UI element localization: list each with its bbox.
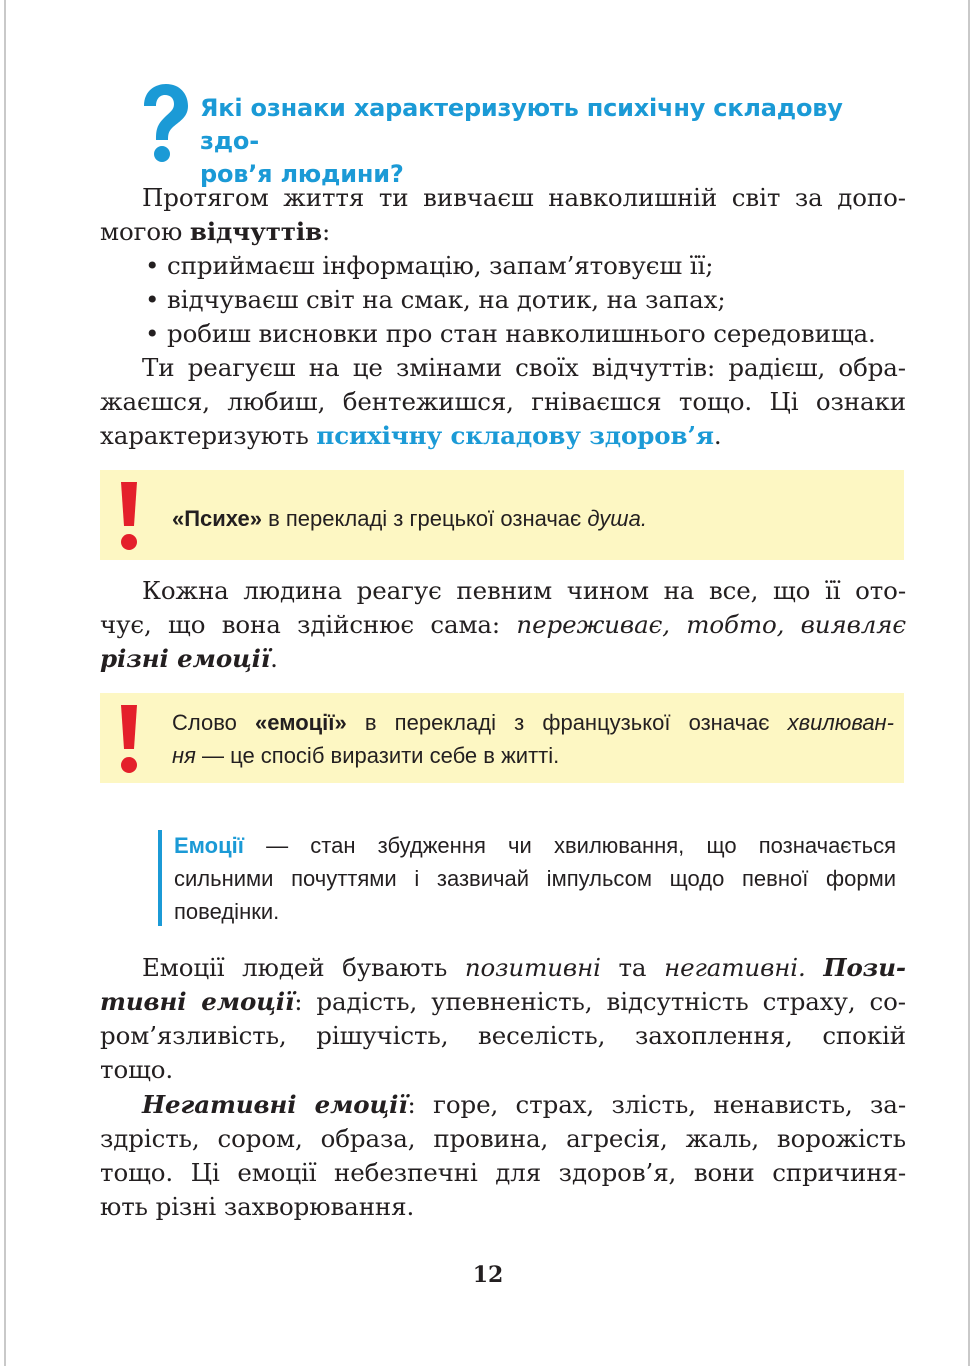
bold-term: «Психе»: [172, 506, 262, 531]
bullet-item: • відчуваєш світ на смак, на дотик, на запах;: [145, 285, 726, 314]
definition-bar: [158, 830, 162, 926]
paragraph-line: [100, 419, 906, 453]
text-span: чує, що вона здійснює сама:: [100, 610, 517, 639]
text-span: та: [600, 953, 665, 982]
text-span: могою: [100, 217, 190, 246]
note-line: [172, 502, 894, 535]
question-line-2: ров’я людини?: [200, 160, 404, 188]
question-line-1: Які ознаки характеризують психічну складову здо-: [200, 94, 843, 155]
text-span: .: [270, 644, 278, 673]
note-text: [172, 706, 894, 772]
paragraph-line: ють різні захворювання.: [100, 1192, 415, 1221]
paragraph-line: [100, 608, 906, 642]
text-span: :: [322, 217, 331, 246]
bold-italic-term: Негативні емоції: [142, 1090, 408, 1119]
note-text: [172, 502, 894, 535]
bullet-item: • сприймаєш інформацію, запам’ятовуєш її;: [145, 251, 714, 280]
paragraph-line: ром’язливість, рішучість, веселість, захоплення, спокій: [100, 1021, 906, 1050]
text-span: в перекладі з французької означає: [346, 710, 788, 735]
text-span: — це спосіб виразити себе в житті.: [195, 743, 560, 768]
text-span: — стан збудження чи хвилювання, що позначається: [243, 833, 896, 858]
bold-term: «емоції»: [255, 710, 347, 735]
section-question: [200, 92, 900, 191]
bold-italic-term: різні емоції: [100, 644, 271, 673]
text-span: .: [713, 421, 722, 450]
paragraph-line: тощо.: [100, 1055, 174, 1084]
paragraph-positive: [100, 951, 906, 1087]
question-mark-icon: [136, 82, 192, 164]
italic-term: негативні.: [664, 953, 806, 982]
paragraph-line: Кожна людина реагує певним чином на все, що її ото-: [142, 576, 906, 605]
italic-term: хвилюван-: [787, 710, 894, 735]
definition-line: сильними почуттями і зазвичай імпульсом щодо певної форми: [174, 866, 896, 891]
text-span: .: [640, 506, 647, 531]
paragraph-line: Ти реагуєш на це змінами своїх відчуттів: радієш, обра-: [142, 353, 906, 382]
paragraph-intro: [100, 181, 906, 453]
definition-line: [174, 829, 896, 862]
italic-term: душа: [587, 506, 641, 531]
text-span: характеризують: [100, 421, 317, 450]
note-box-psyche: [100, 470, 904, 560]
paragraph-line: [100, 1088, 906, 1122]
definition-line: поведінки.: [174, 899, 280, 924]
note-line: [172, 739, 894, 772]
paragraph-negative: [100, 1088, 906, 1224]
paragraph-line: [100, 985, 906, 1019]
italic-term: переживає, тобто, виявляє: [516, 610, 907, 639]
exclamation-icon: [118, 703, 140, 775]
exclamation-icon: [118, 480, 140, 552]
definition-emotions: [174, 829, 896, 928]
text-span: Слово: [172, 710, 256, 735]
text-span: : горе, страх, злість, ненависть, за-: [407, 1090, 906, 1119]
paragraph-reaction: [100, 574, 906, 676]
note-line: [172, 706, 894, 739]
paragraph-line: жаєшся, любиш, бентежишся, гніваєшся тощо. Ці ознаки: [100, 387, 906, 416]
bold-italic-term: тивні емоції: [100, 987, 295, 1016]
highlight-term: психічну складову здоров’я: [316, 421, 714, 450]
paragraph-line: здрість, сором, образа, провина, агресія, жаль, ворожість: [100, 1124, 906, 1153]
paragraph-line: тощо. Ці емоції небезпечні для здоров’я, вони спричиня-: [100, 1158, 906, 1187]
bold-term: відчуттів: [189, 217, 322, 246]
paragraph-line: [100, 951, 906, 985]
italic-term: ня: [172, 743, 196, 768]
text-span: : радість, упевненість, відсутність страху, со-: [294, 987, 906, 1016]
paragraph-line: [100, 215, 906, 249]
text-span: Емоції людей бувають: [142, 953, 465, 982]
text-span: в перекладі з грецької означає: [261, 506, 588, 531]
page-number: 12: [472, 1262, 504, 1288]
bold-italic-term: Пози-: [823, 953, 906, 982]
bullet-item: • робиш висновки про стан навколишнього середовища.: [145, 319, 876, 348]
note-box-emotions: [100, 693, 904, 783]
paragraph-line: Протягом життя ти вивчаєш навколишній світ за допо-: [142, 183, 906, 212]
definition-term: Емоції: [174, 833, 244, 858]
italic-term: позитивні: [464, 953, 601, 982]
text-span: [806, 953, 824, 982]
paragraph-line: [100, 642, 906, 676]
